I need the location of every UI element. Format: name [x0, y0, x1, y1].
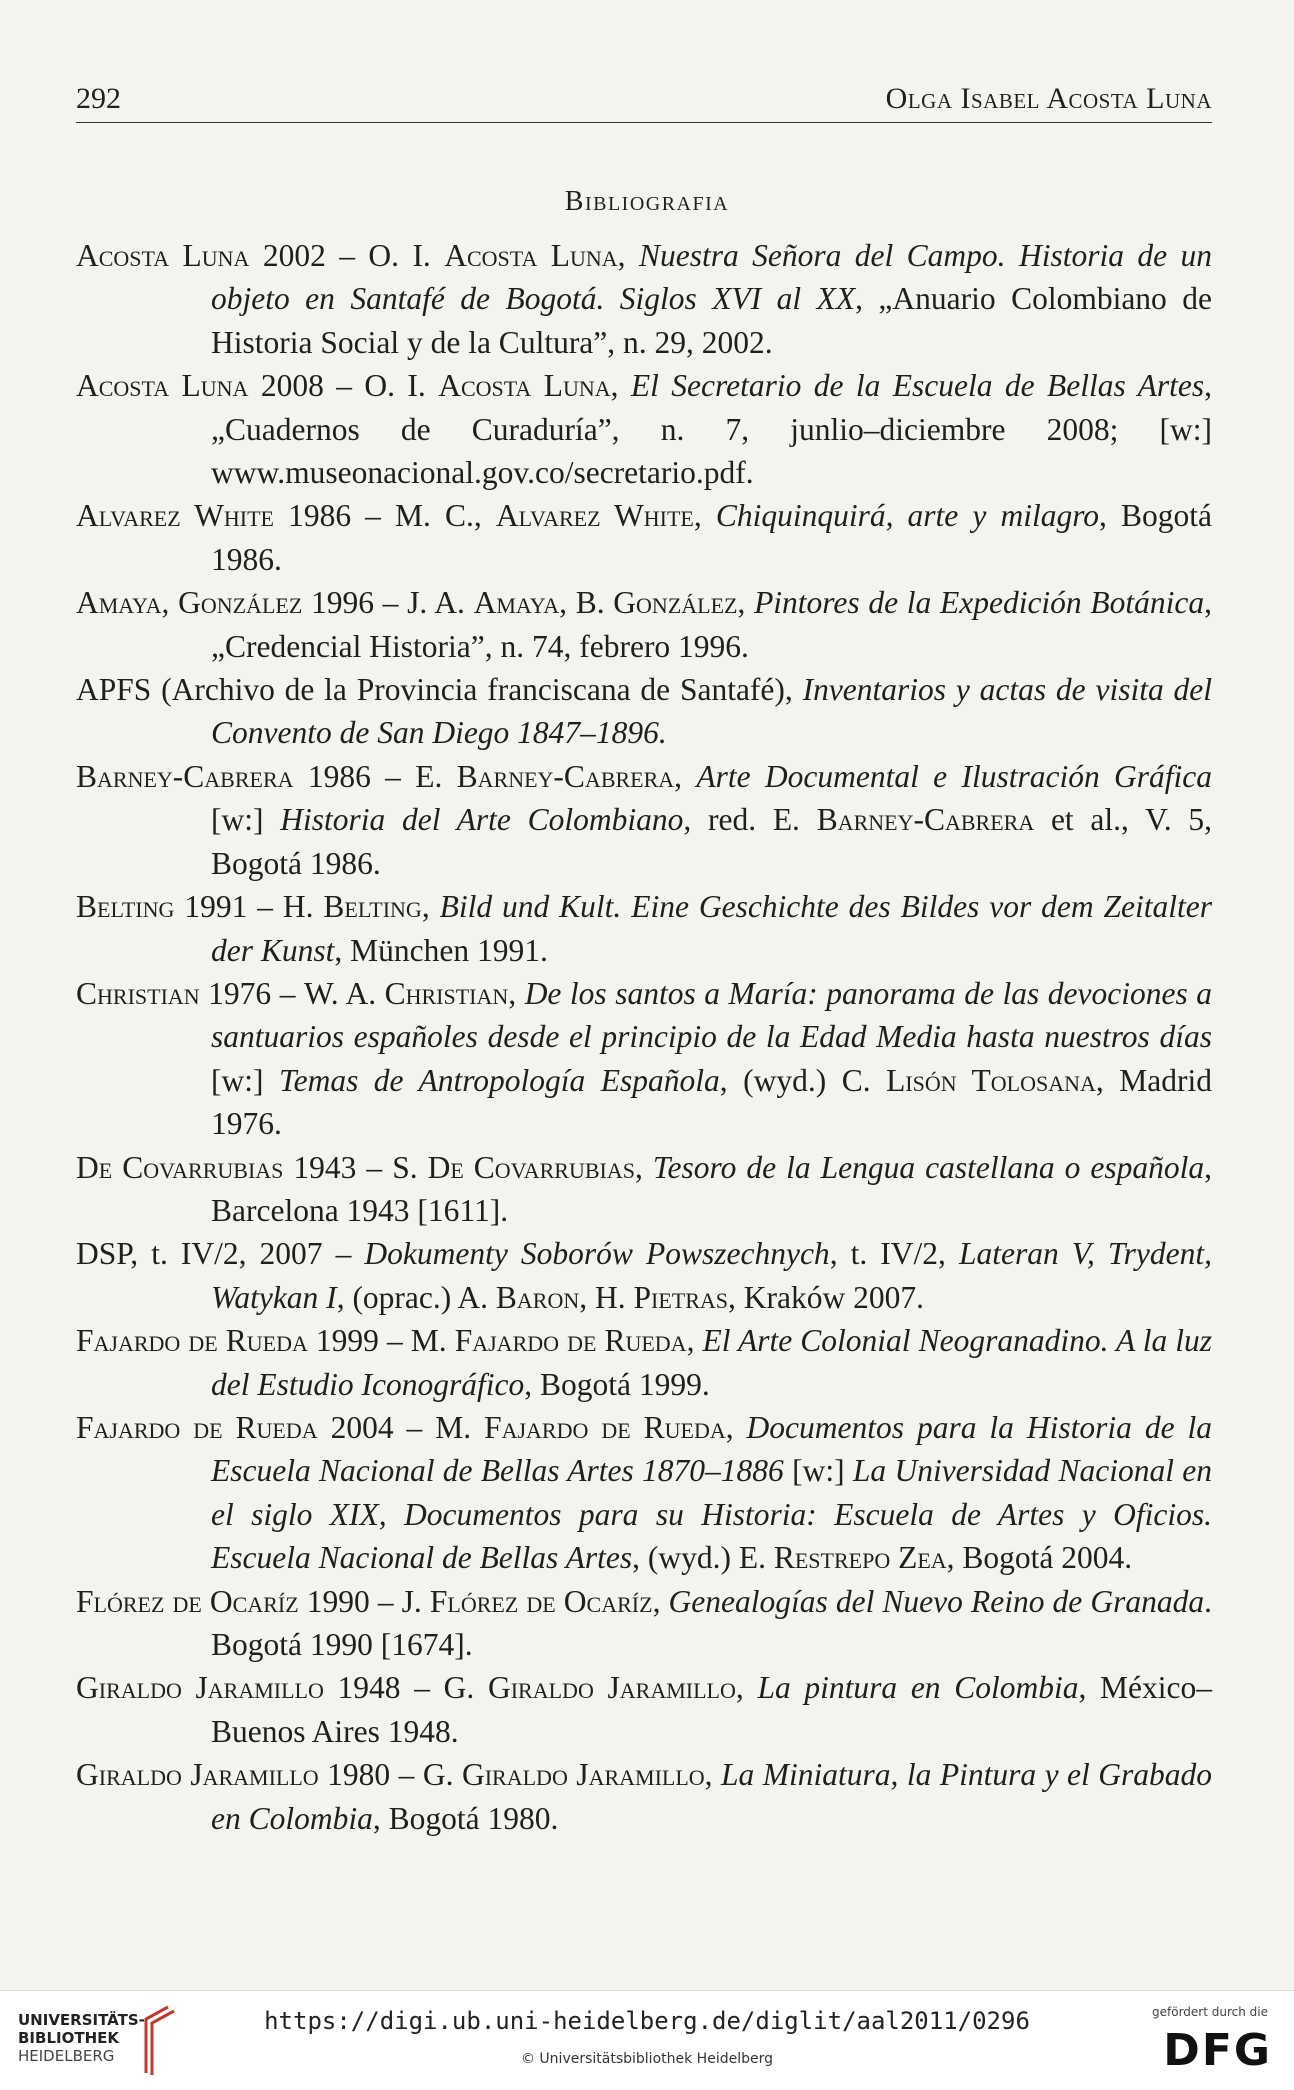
- entry-title: Bild und Kult. Eine Geschichte des Bildes vor dem Zeitalter der Kunst: [211, 889, 1212, 968]
- bibliography-entry: [76, 1406, 1212, 1580]
- entry-text: O. I.: [368, 238, 445, 273]
- entry-text: ,: [674, 758, 697, 794]
- entry-text: , Bogotá 1986.: [211, 498, 1213, 577]
- entry-author: Barney-Cabrera: [456, 758, 675, 794]
- entry-text: ,: [652, 1583, 669, 1619]
- entry-key: Amaya, González 1996 –: [76, 585, 408, 621]
- entry-title: Pintores de la Expedición Botánica: [754, 585, 1205, 621]
- entry-text: ,: [704, 1757, 722, 1793]
- entry-text: , red. E.: [683, 802, 817, 838]
- entry-title: Chiquinquirá, arte y milagro: [715, 498, 1100, 534]
- entry-text: DSP, t. IV/2, 2007 –: [76, 1236, 365, 1272]
- entry-text: . Bogotá 1990 [1674].: [211, 1583, 1212, 1662]
- entry-text: , „Cuadernos de Curaduría”, n. 7, junlio–diciembre 2008; [w:] www.museonacional.gov.co/secretario.pdf.: [211, 368, 1212, 491]
- funding-note: gefördert durch die: [1152, 2005, 1268, 2019]
- section-title: Bibliografia: [564, 186, 730, 217]
- entry-text: ,: [508, 975, 525, 1011]
- entry-author: Flórez de Ocaríz: [429, 1583, 653, 1619]
- entry-text: , Bogotá 1999.: [524, 1366, 710, 1402]
- entry-author: Giraldo Jaramillo: [487, 1670, 736, 1706]
- entry-title: Dokumenty Soborów Powszechnych: [364, 1236, 830, 1272]
- entry-text: , Bogotá 1980.: [372, 1800, 559, 1836]
- bibliography-entry: [76, 755, 1212, 885]
- entry-text: APFS (Archivo de la Provincia franciscana de Santafé),: [76, 672, 803, 708]
- entry-text: , Madrid 1976.: [211, 1062, 1212, 1142]
- entry-text: ,: [735, 1670, 758, 1706]
- entry-text: G.: [422, 1757, 462, 1793]
- entry-text: E.: [415, 758, 457, 794]
- page-number: 292: [76, 82, 121, 115]
- entry-text: J. A.: [407, 585, 474, 621]
- bibliography-entry: [76, 1753, 1212, 1840]
- entry-author: Amaya: [473, 585, 560, 621]
- entry-text: , Kraków 2007.: [728, 1279, 924, 1315]
- entry-title: Temas de Antropología Española: [278, 1062, 720, 1098]
- entry-text: , München 1991.: [334, 932, 548, 968]
- bibliography-entry: [76, 972, 1212, 1146]
- entry-text: , (wyd.) E.: [632, 1540, 774, 1576]
- entry-author: Fajardo de Rueda: [454, 1323, 687, 1359]
- bibliography-list: [76, 234, 1212, 1840]
- entry-author: Pietras: [633, 1279, 729, 1315]
- entry-title: La Miniatura, la Pintura y el Grabado en Colombia: [211, 1757, 1213, 1836]
- entry-text: [w:]: [211, 1062, 279, 1098]
- source-url-link[interactable]: https://digi.ub.uni-heidelberg.de/diglit/aal2011/0296: [264, 2007, 1030, 2035]
- entry-title: Inventarios y actas de visita del Convento de San Diego 1847–1896.: [211, 672, 1212, 751]
- entry-author: Baron: [495, 1279, 580, 1315]
- bibliography-entry: [76, 1146, 1212, 1233]
- entry-text: G.: [443, 1670, 488, 1706]
- entry-text: , t. IV/2,: [829, 1236, 959, 1272]
- entry-text: et al., V. 5, Bogotá 1986.: [211, 802, 1213, 881]
- entry-author: Barney-Cabrera: [816, 802, 1035, 838]
- entry-key: De Covarrubias 1943 –: [76, 1149, 393, 1185]
- entry-author: Restrepo Zea: [773, 1540, 947, 1576]
- entry-text: ,: [617, 238, 639, 273]
- entry-text: ,: [693, 498, 716, 534]
- entry-title: La Universidad Nacional en el siglo XIX, Documentos para su Historia: Escuela de Artes y Oficios. Escuela Nacional de Bellas Artes: [211, 1453, 1212, 1576]
- entry-author: Acosta Luna: [444, 238, 618, 273]
- entry-author: Belting: [323, 889, 422, 925]
- entry-title: Documentos para la Historia de la Escuela Nacional de Bellas Artes 1870–1886: [211, 1409, 1213, 1489]
- entry-author: De Covarrubias: [427, 1149, 635, 1185]
- entry-key: Giraldo Jaramillo 1948 –: [76, 1670, 444, 1706]
- bibliography-entry: [76, 1319, 1212, 1406]
- entry-text: ,: [686, 1323, 703, 1359]
- entry-title: Nuestra Señora del Campo. Historia de un objeto en Santafé de Bogotá. Siglos XVI al XX: [211, 238, 1213, 317]
- entry-key: Flórez de Ocaríz 1990 –: [76, 1583, 402, 1619]
- bibliography-entry: [76, 668, 1212, 755]
- entry-title: El Arte Colonial Neogranadino. A la luz del Estudio Iconográfico: [211, 1323, 1213, 1402]
- running-head: [76, 82, 1212, 123]
- entry-text: S.: [392, 1149, 428, 1185]
- entry-text: , Barcelona 1943 [1611].: [211, 1149, 1212, 1228]
- entry-key: Fajardo de Rueda 1999 –: [76, 1323, 411, 1359]
- entry-key: Christian 1976 –: [76, 975, 304, 1011]
- entry-text: ,: [421, 889, 440, 925]
- entry-text: ,: [635, 1149, 653, 1185]
- entry-key: Acosta Luna 2008 –: [76, 368, 365, 404]
- running-author: Olga Isabel Acosta Luna: [885, 82, 1212, 115]
- entry-title: La pintura en Colombia: [757, 1670, 1079, 1706]
- bibliography-entry: [76, 1580, 1212, 1667]
- bibliography-entry: [76, 1666, 1212, 1753]
- entry-title: De los santos a María: panorama de las devociones a santuarios españoles desde el principio de la Edad Media hasta nuestros días: [211, 975, 1212, 1055]
- entry-title: Arte Documental e Ilustración Gráfica: [696, 758, 1212, 794]
- entry-text: ,: [725, 1409, 747, 1445]
- library-name-line1: UNIVERSITÄTS-: [18, 2011, 145, 2029]
- entry-author: Acosta Luna: [438, 368, 611, 404]
- entry-text: ,: [610, 368, 631, 404]
- entry-author: Christian: [384, 975, 509, 1011]
- entry-title: El Secretario de la Escuela de Bellas Artes: [630, 368, 1205, 404]
- entry-text: , Bogotá 2004.: [946, 1540, 1133, 1576]
- entry-text: , B.: [559, 585, 614, 621]
- entry-key: Belting 1991 –: [76, 889, 283, 925]
- bibliography-entry: [76, 1232, 1212, 1319]
- entry-text: [w:]: [211, 802, 281, 838]
- digitization-footer: [0, 1990, 1294, 2090]
- entry-text: [w:]: [783, 1453, 853, 1489]
- entry-text: M.: [435, 1409, 485, 1445]
- entry-text: M. C.,: [395, 498, 496, 534]
- entry-text: , (oprac.) A.: [336, 1279, 496, 1315]
- entry-text: , (wyd.) C.: [719, 1062, 887, 1098]
- library-name-line2: BIBLIOTHEK: [18, 2029, 119, 2047]
- bibliography-entry: [76, 581, 1212, 668]
- entry-author: Fajardo de Rueda: [484, 1409, 726, 1445]
- bibliography-entry: [76, 885, 1212, 972]
- entry-text: , H.: [579, 1279, 634, 1315]
- entry-text: M.: [410, 1323, 455, 1359]
- entry-title: Historia del Arte Colombiano: [280, 802, 684, 838]
- bibliography-entry: [76, 234, 1212, 364]
- bibliography-entry: [76, 364, 1212, 494]
- bibliography-entry: [76, 494, 1212, 581]
- entry-key: Giraldo Jaramillo 1980 –: [76, 1757, 423, 1793]
- entry-title: Lateran V, Trydent, Watykan I: [211, 1236, 1212, 1315]
- copyright-notice: © Universitätsbibliothek Heidelberg: [520, 2051, 773, 2067]
- entry-text: , México–Buenos Aires 1948.: [211, 1670, 1213, 1749]
- entry-text: J.: [401, 1583, 430, 1619]
- entry-key: Barney-Cabrera 1986 –: [76, 758, 416, 794]
- entry-author: González: [613, 585, 738, 621]
- entry-author: Lisón Tolosana: [886, 1062, 1096, 1098]
- entry-key: Fajardo de Rueda 2004 –: [76, 1409, 436, 1445]
- entry-text: , „Credencial Historia”, n. 74, febrero 1996.: [211, 585, 1212, 664]
- library-name-line3: HEIDELBERG: [18, 2047, 115, 2065]
- entry-text: H.: [282, 889, 324, 925]
- entry-title: Genealogías del Nuevo Reino de Granada: [668, 1583, 1205, 1619]
- entry-text: O. I.: [364, 368, 439, 404]
- entry-text: , „Anuario Colombiano de Historia Social y de la Cultura”, n. 29, 2002.: [211, 281, 1212, 360]
- entry-title: Tesoro de la Lengua castellana o española: [652, 1149, 1205, 1185]
- entry-author: Giraldo Jaramillo: [461, 1757, 705, 1793]
- entry-text: W. A.: [303, 975, 385, 1011]
- entry-text: ,: [737, 585, 755, 621]
- entry-key: Acosta Luna 2002 –: [76, 238, 369, 273]
- entry-key: Alvarez White 1986 –: [76, 498, 396, 534]
- dfg-logo: DFG: [1163, 2025, 1272, 2076]
- entry-author: Alvarez White: [495, 498, 694, 534]
